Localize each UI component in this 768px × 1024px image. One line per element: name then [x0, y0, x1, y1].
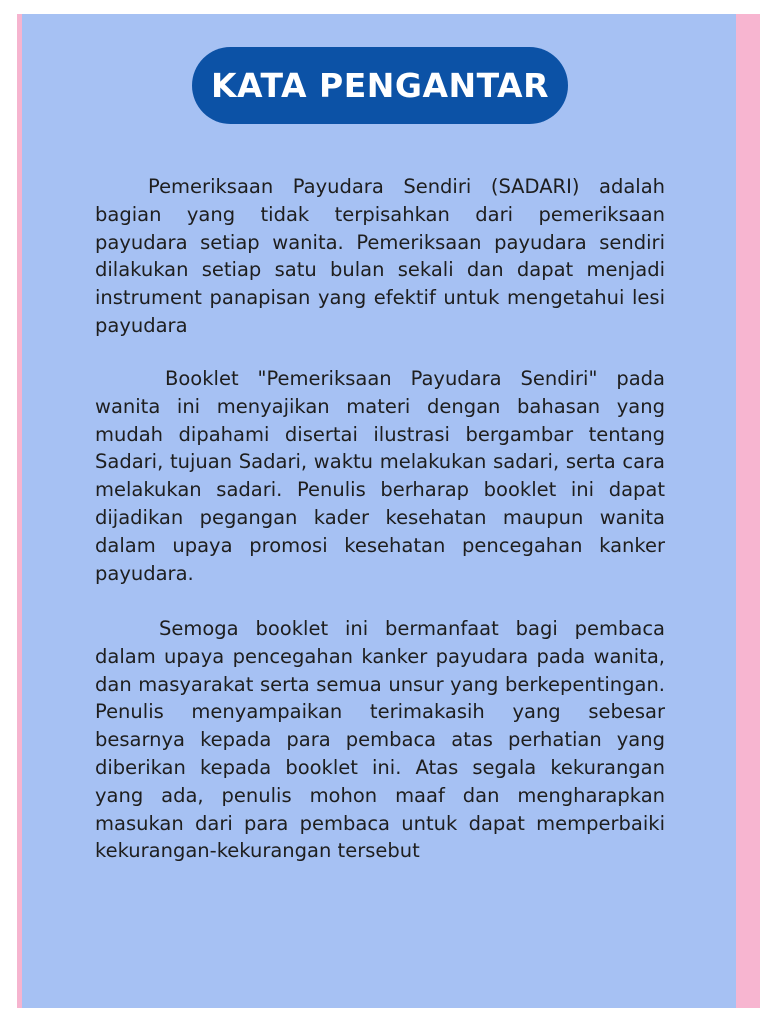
title-banner — [192, 47, 568, 124]
page-title: KATA PENGANTAR — [210, 66, 549, 105]
paragraph-3: Semoga booklet ini bermanfaat bagi pembaca dalam upaya pencegahan kanker payudara pada wanita, dan masyarakat serta semua unsur yang berkepentingan. Penulis menyampaikan terimakasih yang sebesar besarnya kepada para pembaca atas perhatian yang diberikan kepada booklet ini. Atas segala kekurangan yang ada, penulis mohon maaf dan mengharapkan masukan dari para pembaca untuk dapat memperbaiki kekurangan-kekurangan tersebut — [95, 617, 665, 863]
paragraph-2: Booklet "Pemeriksaan Payudara Sendiri" pada wanita ini menyajikan materi dengan bahasan yang mudah dipahami disertai ilustrasi bergambar tentang Sadari, tujuan Sadari, waktu melakukan sadari, serta cara melakukan sadari. Penulis berharap booklet ini dapat dijadikan pegangan kader kesehatan maupun wanita dalam upaya promosi kesehatan pencegahan kanker payudara. — [95, 367, 665, 585]
right-side-strip — [736, 14, 760, 1008]
paragraph-1: Pemeriksaan Payudara Sendiri (SADARI) adalah bagian yang tidak terpisahkan dari pemeriksaan payudara setiap wanita. Pemeriksaan payudara sendiri dilakukan setiap satu bulan sekali dan dapat menjadi instrument panapisan yang efektif untuk mengetahui lesi payudara — [95, 175, 665, 337]
